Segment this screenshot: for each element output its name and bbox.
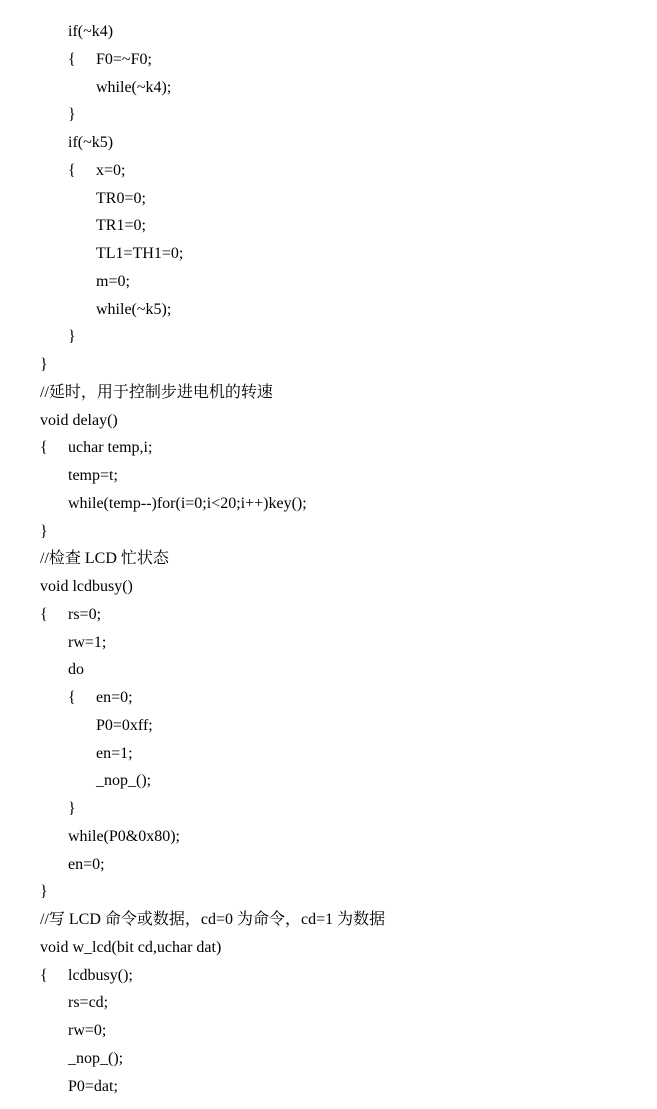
code-line	[0, 1073, 657, 1101]
code-line	[0, 934, 657, 962]
code-line	[0, 240, 657, 268]
code-line	[0, 601, 657, 629]
code-brace: {	[40, 605, 48, 623]
code-line	[0, 129, 657, 157]
code-line	[0, 767, 657, 795]
code-text: m=0;	[96, 272, 130, 290]
code-line	[0, 740, 657, 768]
code-text: TR0=0;	[96, 189, 146, 207]
code-text: if(~k4)	[68, 23, 114, 40]
code-text: _nop_();	[68, 1049, 124, 1067]
code-line	[0, 573, 657, 601]
code-line	[0, 906, 657, 934]
code-text: rs=0;	[68, 605, 102, 623]
code-line	[0, 490, 657, 518]
code-line	[0, 434, 657, 462]
code-text: while(~k5);	[96, 300, 172, 318]
code-line	[0, 101, 657, 129]
code-line	[0, 462, 657, 490]
code-text: uchar temp,i;	[68, 439, 153, 457]
code-comment: //写 LCD 命令或数据，cd=0 为命令，cd=1 为数据	[40, 911, 386, 928]
code-line	[0, 656, 657, 684]
code-line	[0, 46, 657, 74]
code-line	[0, 296, 657, 324]
code-text: lcdbusy();	[68, 966, 133, 984]
code-text: _nop_();	[96, 772, 152, 790]
code-brace: {	[68, 161, 76, 179]
code-line	[0, 1017, 657, 1045]
code-text: en=1;	[96, 744, 133, 762]
code-brace: {	[40, 439, 48, 457]
code-text: en=0;	[96, 689, 133, 706]
code-line	[0, 962, 657, 990]
code-brace: {	[68, 50, 76, 68]
code-line	[0, 323, 657, 351]
code-line	[0, 823, 657, 851]
code-comment: //检查 LCD 忙状态	[40, 550, 169, 568]
code-comment: //延时，用于控制步进电机的转速	[40, 383, 273, 401]
code-text: x=0;	[96, 161, 126, 179]
code-line	[0, 185, 657, 213]
code-text: TL1=TH1=0;	[96, 245, 184, 262]
code-line	[0, 351, 657, 379]
code-text: F0=~F0;	[96, 50, 152, 68]
code-text: void w_lcd(bit cd,uchar dat)	[40, 938, 222, 956]
code-text: rw=1;	[68, 633, 107, 651]
code-line	[0, 878, 657, 906]
code-line	[0, 518, 657, 546]
code-brace: }	[68, 106, 76, 124]
code-brace: }	[68, 800, 76, 817]
code-line	[0, 379, 657, 407]
code-line	[0, 545, 657, 573]
code-text: TR1=0;	[96, 217, 146, 235]
code-text: while(P0&0x80);	[68, 827, 180, 845]
code-text: rs=cd;	[68, 994, 109, 1012]
code-line	[0, 74, 657, 102]
code-brace: }	[40, 522, 48, 540]
code-text: do	[68, 661, 84, 679]
code-text: while(~k4);	[96, 78, 172, 96]
code-text: P0=dat;	[68, 1077, 118, 1095]
code-text: void delay()	[40, 411, 118, 429]
code-text: temp=t;	[68, 467, 118, 484]
code-line	[0, 18, 657, 46]
code-line	[0, 212, 657, 240]
code-brace: }	[40, 883, 48, 901]
code-line	[0, 407, 657, 435]
code-line	[0, 989, 657, 1017]
code-brace: {	[68, 689, 76, 706]
code-line	[0, 712, 657, 740]
code-brace: }	[40, 356, 48, 373]
code-brace: {	[40, 966, 48, 984]
code-text: P0=0xff;	[96, 716, 153, 734]
code-line	[0, 795, 657, 823]
code-listing	[0, 18, 657, 1100]
code-line	[0, 157, 657, 185]
code-line	[0, 1045, 657, 1073]
code-text: en=0;	[68, 855, 105, 873]
code-line	[0, 268, 657, 296]
code-text: rw=0;	[68, 1022, 107, 1039]
code-line	[0, 851, 657, 879]
code-text: void lcdbusy()	[40, 578, 133, 595]
code-line	[0, 684, 657, 712]
code-text: if(~k5)	[68, 134, 114, 151]
code-line	[0, 629, 657, 657]
code-brace: }	[68, 328, 76, 346]
code-text: while(temp--)for(i=0;i<20;i++)key();	[68, 494, 307, 512]
